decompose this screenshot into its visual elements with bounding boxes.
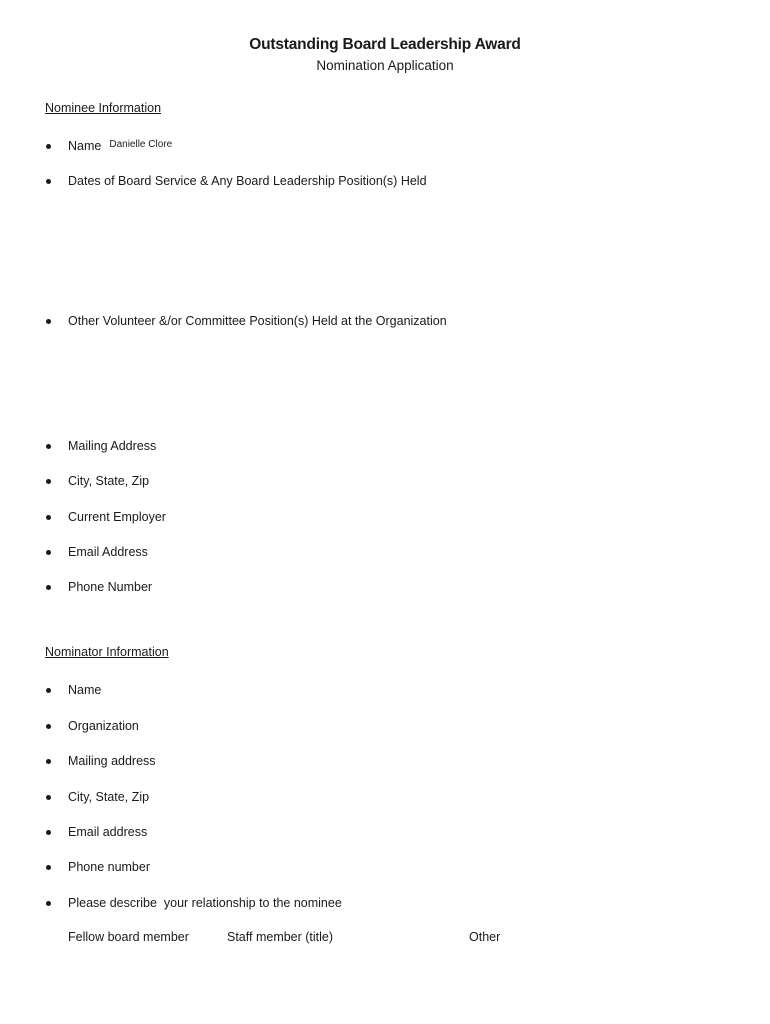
bullet-icon: [46, 585, 51, 590]
bullet-icon: [46, 865, 51, 870]
nominee-phone-item: [45, 578, 152, 596]
nominee-other-positions-item: [45, 312, 447, 330]
nominator-email-item: [45, 823, 147, 841]
nominee-email-label: Email Address: [68, 545, 148, 559]
nominee-city-state-zip-label: City, State, Zip: [68, 474, 150, 488]
bullet-icon: [46, 550, 51, 555]
nominator-email-label: Email address: [68, 825, 148, 839]
relationship-option-fellow[interactable]: Fellow board member: [68, 930, 189, 944]
bullet-icon: [46, 830, 51, 835]
nominator-section-heading: Nominator Information: [45, 645, 169, 659]
bullet-icon: [46, 144, 51, 149]
form-subtitle: Nomination Application: [316, 58, 454, 73]
bullet-icon: [46, 795, 51, 800]
nominator-relationship-item: [45, 894, 342, 912]
form-title: Outstanding Board Leadership Award: [249, 36, 521, 53]
nominee-other-positions-label: Other Volunteer &/or Committee Position(s) Held at the Organization: [68, 314, 447, 328]
nominator-city-state-zip-item: [45, 788, 149, 806]
nominee-employer-label: Current Employer: [68, 510, 166, 524]
nominator-phone-item: [45, 858, 150, 876]
nominee-phone-label: Phone Number: [68, 580, 153, 594]
nominator-mailing-address-item: [45, 752, 156, 770]
nominee-dates-label: Dates of Board Service & Any Board Leadership Position(s) Held: [68, 174, 427, 188]
nominator-organization-label: Organization: [68, 719, 139, 733]
nominee-city-state-zip-item: [45, 472, 149, 490]
nominee-mailing-address-item: [45, 437, 156, 455]
nominator-phone-label: Phone number: [68, 860, 151, 874]
nominator-mailing-address-label: Mailing address: [68, 754, 156, 768]
bullet-icon: [46, 688, 51, 693]
nominator-relationship-label: Please describe your relationship to the nominee: [68, 896, 342, 910]
nominee-name-label: Name: [68, 139, 102, 153]
nominator-city-state-zip-label: City, State, Zip: [68, 790, 150, 804]
nominee-employer-item: [45, 508, 166, 526]
bullet-icon: [46, 319, 51, 324]
relationship-option-other[interactable]: Other: [469, 930, 501, 944]
nominee-mailing-address-label: Mailing Address: [68, 439, 157, 453]
bullet-icon: [46, 901, 51, 906]
bullet-icon: [46, 444, 51, 449]
nominator-name-label: Name: [68, 683, 102, 697]
bullet-icon: [46, 479, 51, 484]
bullet-icon: [46, 179, 51, 184]
bullet-icon: [46, 515, 51, 520]
nominee-email-item: [45, 543, 148, 561]
relationship-option-staff[interactable]: Staff member (title): [227, 930, 334, 944]
nominator-name-item: [45, 681, 101, 699]
nominee-section-heading: Nominee Information: [45, 101, 162, 115]
nominee-name-field[interactable]: Danielle Clore: [109, 138, 173, 150]
nominee-name-item: [45, 137, 172, 155]
bullet-icon: [46, 759, 51, 764]
bullet-icon: [46, 724, 51, 729]
nominee-dates-item: [45, 172, 427, 190]
nominator-organization-item: [45, 717, 139, 735]
